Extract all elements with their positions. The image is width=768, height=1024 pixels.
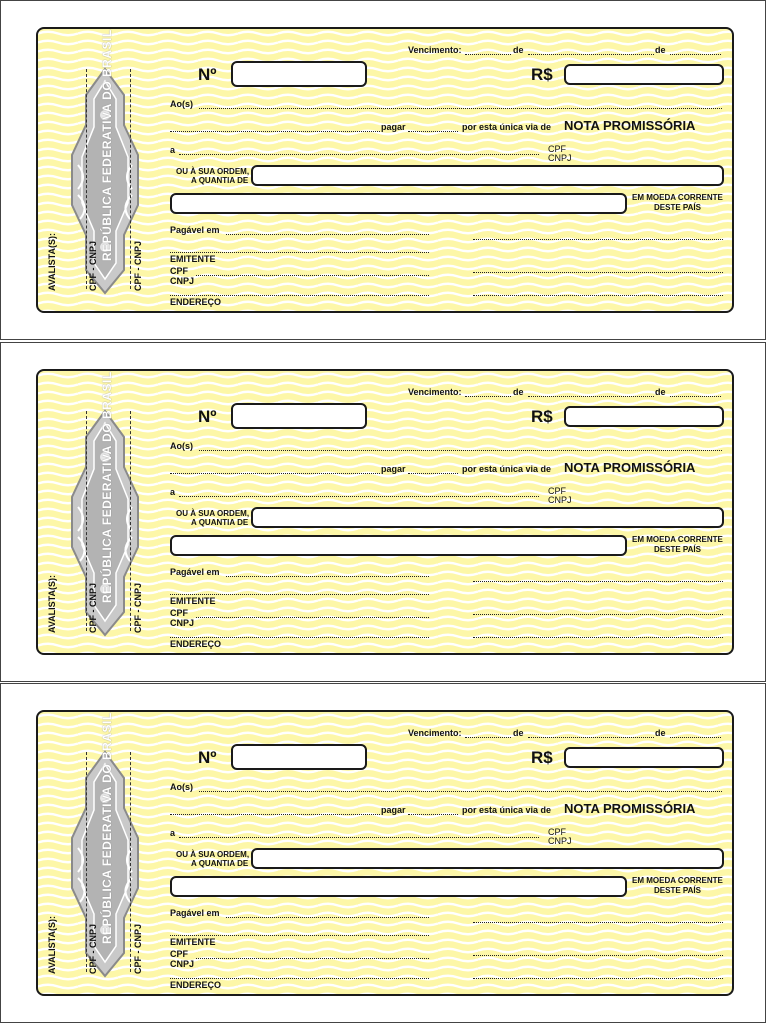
numero-label: Nº bbox=[198, 407, 217, 426]
right-line-1[interactable] bbox=[473, 922, 723, 923]
endereco-line[interactable] bbox=[170, 978, 429, 979]
quantia-field[interactable] bbox=[251, 165, 724, 186]
pagar-line-1[interactable] bbox=[170, 473, 380, 474]
valor-field[interactable] bbox=[564, 747, 724, 768]
pagar-line-1[interactable] bbox=[170, 814, 380, 815]
cpf-label-top: CPF bbox=[548, 144, 566, 154]
valor-field[interactable] bbox=[564, 406, 724, 427]
cnpj-label-bottom: CNPJ bbox=[170, 618, 195, 628]
endereco-label: ENDEREÇO bbox=[170, 980, 222, 990]
moeda-label-2: DESTE PAÍS bbox=[654, 203, 701, 212]
ao-label: Ao(s) bbox=[170, 441, 193, 451]
emitente-line[interactable] bbox=[170, 935, 429, 936]
cpf-label-bottom: CPF bbox=[170, 608, 188, 618]
ao-label: Ao(s) bbox=[170, 99, 193, 109]
pagavel-field[interactable] bbox=[226, 576, 429, 577]
right-line-3[interactable] bbox=[473, 978, 723, 979]
ordem-label-1: OU À SUA ORDEM, bbox=[176, 850, 250, 859]
cnpj-label-bottom: CNPJ bbox=[170, 276, 195, 286]
moeda-label-1: EM MOEDA CORRENTE bbox=[632, 535, 723, 544]
pagar-line-1[interactable] bbox=[170, 131, 380, 132]
quantia-extenso-field[interactable] bbox=[170, 876, 627, 897]
de-label-2: de bbox=[655, 728, 666, 738]
ao-field[interactable] bbox=[199, 108, 722, 109]
nota-title: NOTA PROMISSÓRIA bbox=[564, 801, 696, 816]
ao-field[interactable] bbox=[199, 791, 722, 792]
avalista-line-1 bbox=[86, 411, 87, 631]
ordem-label-1: OU À SUA ORDEM, bbox=[176, 167, 250, 176]
pagar-line-2[interactable] bbox=[408, 814, 458, 815]
vencimento-year-field[interactable] bbox=[670, 396, 721, 397]
cnpj-label-bottom: CNPJ bbox=[170, 959, 195, 969]
moeda-label-1: EM MOEDA CORRENTE bbox=[632, 876, 723, 885]
valor-label: R$ bbox=[531, 407, 553, 426]
right-line-2[interactable] bbox=[473, 614, 723, 615]
cpf-label-top: CPF bbox=[548, 486, 566, 496]
emitente-label: EMITENTE bbox=[170, 254, 216, 264]
pagar-line-2[interactable] bbox=[408, 131, 458, 132]
pagavel-label: Pagável em bbox=[170, 225, 220, 235]
cpf-field[interactable] bbox=[196, 275, 429, 276]
right-line-1[interactable] bbox=[473, 239, 723, 240]
avalista-line-1 bbox=[86, 69, 87, 289]
pagar-line-2[interactable] bbox=[408, 473, 458, 474]
cpf-field[interactable] bbox=[196, 617, 429, 618]
por-esta-label: por esta única via de bbox=[462, 122, 552, 132]
promissory-note bbox=[36, 27, 734, 313]
a-field[interactable] bbox=[179, 496, 539, 497]
vencimento-month-field[interactable] bbox=[528, 396, 654, 397]
avalista-line-2 bbox=[130, 411, 131, 631]
avalista-label: AVALISTA(S): bbox=[47, 233, 57, 291]
de-label-2: de bbox=[655, 387, 666, 397]
numero-field[interactable] bbox=[231, 744, 367, 770]
de-label-1: de bbox=[513, 45, 524, 55]
ordem-label-2: A QUANTIA DE bbox=[191, 859, 249, 868]
emitente-line[interactable] bbox=[170, 594, 429, 595]
cpf-label-bottom: CPF bbox=[170, 949, 188, 959]
pagar-label: pagar bbox=[381, 122, 406, 132]
de-label-1: de bbox=[513, 728, 524, 738]
endereco-label: ENDEREÇO bbox=[170, 297, 222, 307]
valor-field[interactable] bbox=[564, 64, 724, 85]
aval-cpf-label-2: CPF - CNPJ bbox=[133, 240, 143, 291]
promissory-note-panel bbox=[0, 0, 766, 340]
quantia-extenso-field[interactable] bbox=[170, 193, 627, 214]
quantia-field[interactable] bbox=[251, 507, 724, 528]
cpf-field[interactable] bbox=[196, 958, 429, 959]
a-label: a bbox=[170, 145, 176, 155]
aval-cpf-label-2: CPF - CNPJ bbox=[133, 582, 143, 633]
vencimento-day-field[interactable] bbox=[465, 737, 511, 738]
avalista-line-2 bbox=[130, 752, 131, 972]
de-label-2: de bbox=[655, 45, 666, 55]
ao-field[interactable] bbox=[199, 450, 722, 451]
cnpj-label-top: CNPJ bbox=[548, 495, 572, 505]
a-field[interactable] bbox=[179, 837, 539, 838]
por-esta-label: por esta única via de bbox=[462, 464, 552, 474]
aval-cpf-label-1: CPF - CNPJ bbox=[88, 240, 98, 291]
promissory-note-panel bbox=[0, 683, 766, 1023]
promissory-note bbox=[36, 710, 734, 996]
right-line-3[interactable] bbox=[473, 637, 723, 638]
moeda-label-1: EM MOEDA CORRENTE bbox=[632, 193, 723, 202]
valor-label: R$ bbox=[531, 65, 553, 84]
vencimento-label: Vencimento: bbox=[408, 387, 462, 397]
seal-text: REPÚBLICA FEDERATIVA DO BRASIL bbox=[100, 29, 114, 261]
promissory-note bbox=[36, 369, 734, 655]
ordem-label-2: A QUANTIA DE bbox=[191, 518, 249, 527]
pagavel-field[interactable] bbox=[226, 917, 429, 918]
numero-field[interactable] bbox=[231, 403, 367, 429]
pagar-label: pagar bbox=[381, 464, 406, 474]
pagavel-field[interactable] bbox=[226, 234, 429, 235]
nota-title: NOTA PROMISSÓRIA bbox=[564, 118, 696, 133]
numero-label: Nº bbox=[198, 65, 217, 84]
numero-field[interactable] bbox=[231, 61, 367, 87]
avalista-label: AVALISTA(S): bbox=[47, 575, 57, 633]
right-line-1[interactable] bbox=[473, 581, 723, 582]
a-field[interactable] bbox=[179, 154, 539, 155]
quantia-field[interactable] bbox=[251, 848, 724, 869]
endereco-label: ENDEREÇO bbox=[170, 639, 222, 649]
de-label-1: de bbox=[513, 387, 524, 397]
right-line-2[interactable] bbox=[473, 955, 723, 956]
cpf-label-top: CPF bbox=[548, 827, 566, 837]
aval-cpf-label-2: CPF - CNPJ bbox=[133, 923, 143, 974]
vencimento-month-field[interactable] bbox=[528, 54, 654, 55]
promissory-note-panel bbox=[0, 342, 766, 682]
vencimento-day-field[interactable] bbox=[465, 396, 511, 397]
cpf-label-bottom: CPF bbox=[170, 266, 188, 276]
pagavel-label: Pagável em bbox=[170, 567, 220, 577]
quantia-extenso-field[interactable] bbox=[170, 535, 627, 556]
right-line-2[interactable] bbox=[473, 272, 723, 273]
ordem-label-1: OU À SUA ORDEM, bbox=[176, 509, 250, 518]
emitente-label: EMITENTE bbox=[170, 596, 216, 606]
ordem-label-2: A QUANTIA DE bbox=[191, 176, 249, 185]
avalista-line-2 bbox=[130, 69, 131, 289]
avalista-label: AVALISTA(S): bbox=[47, 916, 57, 974]
vencimento-year-field[interactable] bbox=[670, 54, 721, 55]
pagar-label: pagar bbox=[381, 805, 406, 815]
cnpj-label-top: CNPJ bbox=[548, 153, 572, 163]
vencimento-label: Vencimento: bbox=[408, 45, 462, 55]
ao-label: Ao(s) bbox=[170, 782, 193, 792]
cnpj-label-top: CNPJ bbox=[548, 836, 572, 846]
por-esta-label: por esta única via de bbox=[462, 805, 552, 815]
seal-text: REPÚBLICA FEDERATIVA DO BRASIL bbox=[100, 371, 114, 603]
pagavel-label: Pagável em bbox=[170, 908, 220, 918]
a-label: a bbox=[170, 828, 176, 838]
moeda-label-2: DESTE PAÍS bbox=[654, 886, 701, 895]
emitente-label: EMITENTE bbox=[170, 937, 216, 947]
vencimento-year-field[interactable] bbox=[670, 737, 721, 738]
endereco-line[interactable] bbox=[170, 637, 429, 638]
moeda-label-2: DESTE PAÍS bbox=[654, 545, 701, 554]
emitente-line[interactable] bbox=[170, 252, 429, 253]
nota-title: NOTA PROMISSÓRIA bbox=[564, 460, 696, 475]
vencimento-day-field[interactable] bbox=[465, 54, 511, 55]
avalista-line-1 bbox=[86, 752, 87, 972]
aval-cpf-label-1: CPF - CNPJ bbox=[88, 923, 98, 974]
aval-cpf-label-1: CPF - CNPJ bbox=[88, 582, 98, 633]
seal-text: REPÚBLICA FEDERATIVA DO BRASIL bbox=[100, 712, 114, 944]
vencimento-label: Vencimento: bbox=[408, 728, 462, 738]
endereco-line[interactable] bbox=[170, 295, 429, 296]
vencimento-month-field[interactable] bbox=[528, 737, 654, 738]
a-label: a bbox=[170, 487, 176, 497]
numero-label: Nº bbox=[198, 748, 217, 767]
right-line-3[interactable] bbox=[473, 295, 723, 296]
valor-label: R$ bbox=[531, 748, 553, 767]
